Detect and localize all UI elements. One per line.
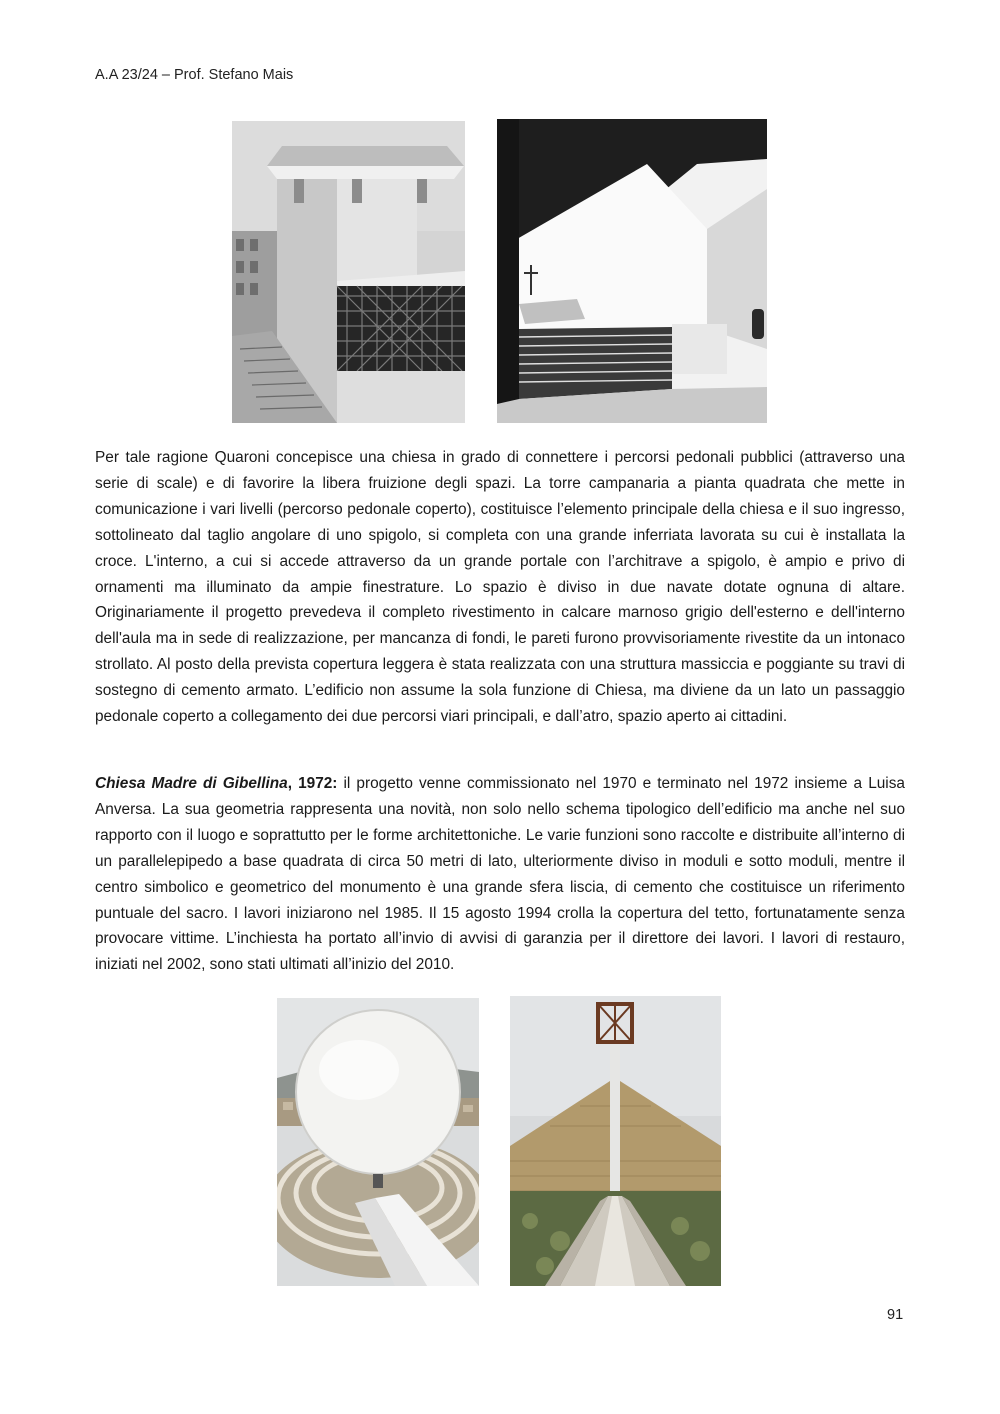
church-facade-ramp-photo <box>510 996 721 1286</box>
paragraph-2-year: , 1972: <box>287 775 338 792</box>
paragraph-2-title: Chiesa Madre di Gibellina <box>95 775 288 792</box>
church-bell-tower-photo <box>232 121 465 423</box>
paragraph-2 <box>95 771 905 978</box>
concrete-sphere-photo <box>277 998 479 1286</box>
church-interior-altar-photo <box>497 119 767 423</box>
paragraph-quaroni-church <box>95 445 905 730</box>
page-number: 91 <box>887 1307 904 1323</box>
paragraph-1-text: Per tale ragione Quaroni concepisce una chiesa in grado di connettere i percorsi pedonali pubblici (attraverso una serie di scale) e di favorire la libera fruizione degli spazi. La torre campanaria a pianta quadrata che mette in comunicazione i vari livelli (percorso pedonale coperto), costituisce l’elemento principale della chiesa e il suo ingresso, sottolineato dal taglio angolare di uno spigolo, si completa con una grande inferriata lavorata su cui è installata la croce. L'interno, a cui si accede attraverso da un grande portale con l’architrave a spigolo, è ampio e privo di ornamenti ma illuminato da ampie finestrature. Lo spazio è diviso in due navate dotate ognuna di altare. Originariamente il progetto prevedeva il completo rivestimento in calcare marnoso grigio dell'esterno e dell'interno dell'aula ma in sede di realizzazione, per mancanza di fondi, le pareti furono provvisoriamente rivestite da un intonaco strollato. Al posto della prevista copertura leggera è stata realizzata con una struttura massiccia e poggiante su travi di sostegno di cemento armato. L’edificio non assume la sola funzione di Chiesa, ma diviene da un lato un passaggio pedonale coperto a collegamento dei due percorsi viari principali, e dall’atro, spazio aperto ai cittadini. <box>95 449 905 726</box>
paragraph-2-text: il progetto venne commissionato nel 1970 e terminato nel 1972 insieme a Luisa Anversa. La sua geometria rappresenta una novità, non solo nello schema tipologico dell’edificio ma anche nel suo rapporto con il luogo e soprattutto per le forme architettoniche. Le varie funzioni sono raccolte e distribuite all’interno di un parallelepipedo a base quadrata di circa 50 metri di lato, ulteriormente diviso in moduli e sotto moduli, mentre il centro simbolico e geometrico del monumento è una grande sfera liscia, di cemento che costituisce un riferimento puntuale del sacro. I lavori iniziarono nel 1985. Il 15 agosto 1994 crolla la copertura del tetto, fortunatamente senza provocare vittime. L’inchiesta ha portato all’invio di avvisi di garanzia per il direttore dei lavori. I lavori di restauro, iniziati nel 2002, sono stati ultimati all’inizio del 2010. <box>95 775 905 974</box>
page-header: A.A 23/24 – Prof. Stefano Mais <box>95 67 294 83</box>
paragraph-gibellina-church <box>95 771 905 978</box>
